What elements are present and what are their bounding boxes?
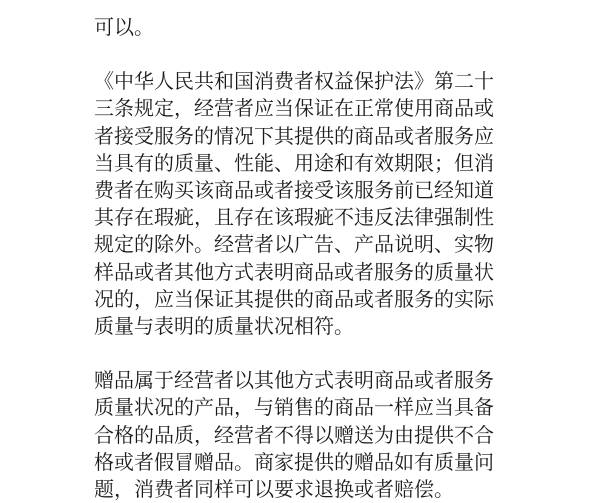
paragraph-gift-quality bbox=[94, 367, 514, 503]
text-line: 当具有的质量、性能、用途和有效期限；但消 bbox=[94, 150, 494, 175]
text-line: 况的，应当保证其提供的商品或者服务的实际 bbox=[94, 286, 494, 311]
paragraph-gap bbox=[94, 340, 514, 367]
paragraph-gap bbox=[94, 41, 514, 68]
paragraph-law-article bbox=[94, 68, 514, 340]
text-line: 合格的品质，经营者不得以赠送为由提供不合 bbox=[94, 422, 494, 447]
text-line: 者接受服务的情况下其提供的商品或者服务应 bbox=[94, 123, 494, 148]
text-line: 赠品属于经营者以其他方式表明商品或者服务 bbox=[94, 368, 494, 393]
text-line: 费者在购买该商品或者接受该服务前已经知道 bbox=[94, 178, 494, 203]
text-line: 其存在瑕疵，且存在该瑕疵不违反法律强制性 bbox=[94, 205, 494, 230]
text-line: 《中华人民共和国消费者权益保护法》第二十 bbox=[94, 69, 494, 94]
text-line: 可以。 bbox=[94, 15, 154, 39]
text-line: 质量状况的产品，与销售的商品一样应当具备 bbox=[94, 395, 494, 420]
text-line: 样品或者其他方式表明商品或者服务的质量状 bbox=[94, 259, 494, 284]
text-line: 格或者假冒赠品。商家提供的赠品如有质量问 bbox=[94, 449, 494, 474]
text-line: 三条规定，经营者应当保证在正常使用商品或 bbox=[94, 96, 494, 121]
text-line: 质量与表明的质量状况相符。 bbox=[94, 314, 354, 339]
document-body bbox=[94, 14, 514, 503]
text-line: 规定的除外。经营者以广告、产品说明、实物 bbox=[94, 232, 494, 257]
text-line: 题，消费者同样可以要求退换或者赔偿。 bbox=[94, 477, 454, 502]
paragraph-answer bbox=[94, 14, 514, 41]
